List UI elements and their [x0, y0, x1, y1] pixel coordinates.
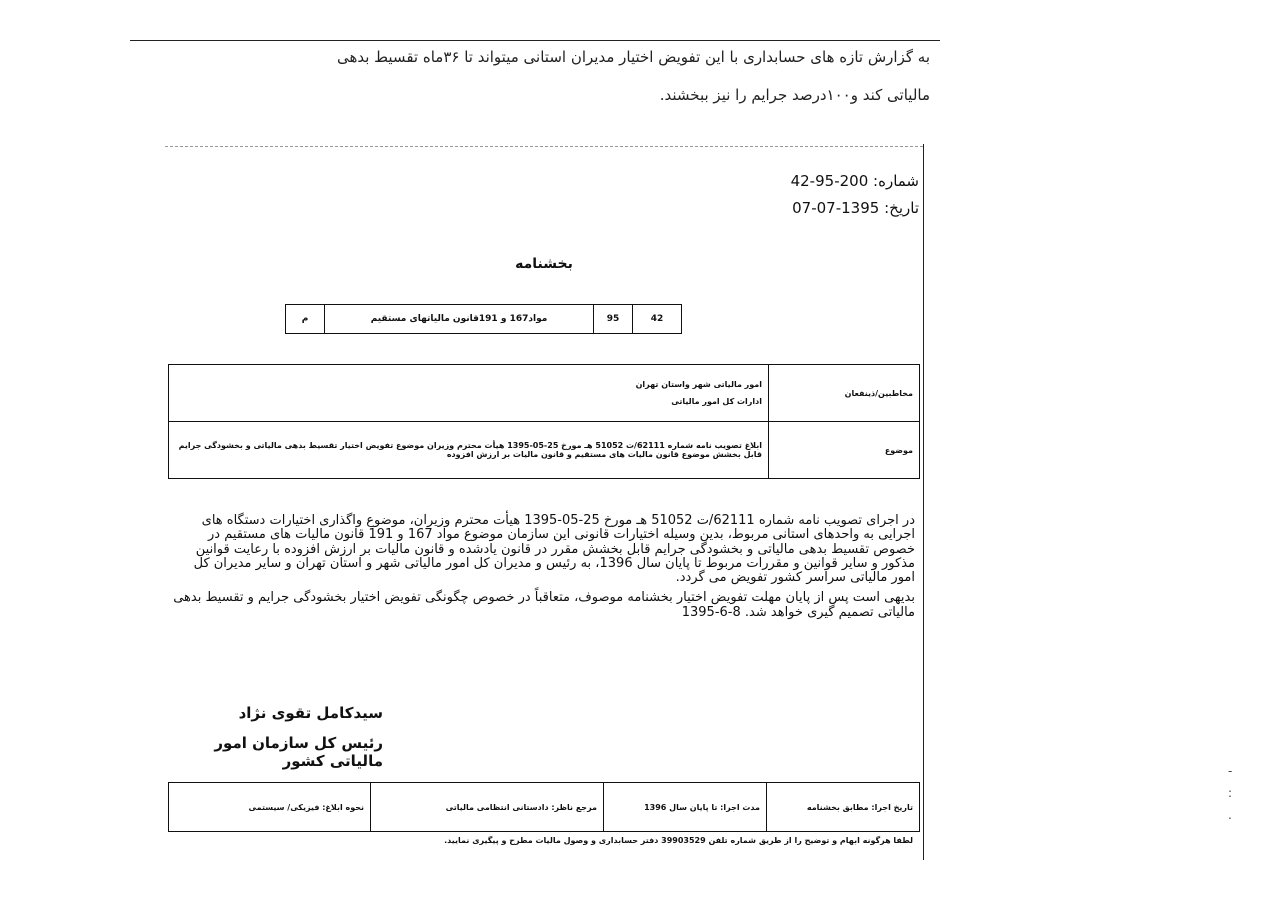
footer-exec-date: تاریخ اجرا: مطابق بخشنامه — [767, 783, 920, 832]
footer-table — [168, 782, 920, 832]
addressees-line-1: امور مالیاتی شهر واستان تهران — [635, 380, 762, 389]
footer-note: لطفا هرگونه ابهام و توضیح را از طریق شماره تلفن 39903529 دفتر حسابداری و وصول مالیات مطرح و پیگیری نمایید. — [444, 836, 913, 845]
circular-number — [791, 172, 919, 190]
number-label: شماره: — [873, 172, 919, 190]
circular-title: بخشنامه — [515, 256, 573, 272]
subject-text: ابلاغ تصویب نامه شماره 62111/ت 51052 هـ مورخ 25-05-1395 هیأت محترم وزیران موضوع تفویض اختیار تقسیط بدهی مالیاتی و بخشودگی جرایم قابل بخشش موضوع قانون مالیات های مستقیم و قانون مالیات بر ارزش افزوده — [169, 422, 769, 479]
code-cell-id: 42 — [633, 305, 682, 334]
code-cell-year: 95 — [594, 305, 633, 334]
code-cell-articles: مواد167 و 191قانون مالیاتهای مستقیم — [325, 305, 594, 334]
scan-specks: - : . — [1228, 764, 1233, 822]
signatory-title: رئیس کل سازمان امور مالیاتی کشور — [214, 734, 383, 770]
intro-line-2: مالیاتی کند و۱۰۰درصد جرایم را نیز ببخشند. — [659, 86, 930, 104]
date-value: 1395-07-07 — [792, 199, 880, 217]
body-paragraph-1: در اجرای تصویب نامه شماره 62111/ت 51052 هـ مورخ 25-05-1395 هیأت محترم وزیران، موضوع واگذاری اختیارات دستگاه های اجرایی به واحدهای استانی مربوط، بدین وسیله اختیارات قانونی این سازمان موضوع مواد 167 و 191 قانون مالیات های مستقیم در خصوص تقسیط بدهی مالیاتی و بخشودگی جرایم قابل بخشش مقرر در قانون یادشده و قانون مالیات بر ارزش افزوده با رعایت قوانین مذکور و سایر قوانین و مقررات مربوط تا پایان سال 1396، به رئیس و مدیران کل امور مالیاتی شهر و استان تهران و سایر مدیران کل امور مالیاتی سراسر کشور تفویض می گردد. — [193, 513, 915, 586]
date-label: تاریخ: — [884, 199, 919, 217]
footer-delivery: نحوه ابلاغ: فیزیکی/ سیستمی — [169, 783, 371, 832]
top-divider — [130, 40, 940, 41]
classification-table — [285, 304, 682, 334]
header-table — [168, 364, 920, 479]
scan-top-edge — [165, 146, 923, 147]
intro-line-1: به گزارش تازه های حسابداری با این تفویض اختیار مدیران استانی میتواند تا ۳۶ماه تقسیط بدهی — [336, 48, 930, 66]
body-paragraph-2: بدیهی است پس از پایان مهلت تفویض اختیار بخشنامه موصوف، متعاقباً در خصوص چگونگی تفویض اختیار بخشودگی جرایم و تقسیط بدهی مالیاتی تصمیم گیری خواهد شد. 8-6-1395 — [173, 590, 915, 620]
addressees-line-2: ادارات کل امور مالیاتی — [671, 397, 762, 406]
signatory-name: سیدکامل تقوی نژاد — [238, 704, 383, 722]
footer-duration: مدت اجرا: تا پایان سال 1396 — [604, 783, 767, 832]
circular-body — [173, 514, 915, 626]
number-value: 200-95-42 — [790, 172, 869, 190]
subject-label: موضوع — [769, 422, 920, 479]
circular-date — [792, 199, 919, 217]
footer-supervisor: مرجع ناظر: دادستانی انتظامی مالیاتی — [371, 783, 604, 832]
scanned-circular — [165, 144, 924, 860]
addressees-label: مخاطبین/ذینفعان — [769, 365, 920, 422]
addressees-cell — [169, 365, 769, 422]
code-cell-m: م — [286, 305, 325, 334]
